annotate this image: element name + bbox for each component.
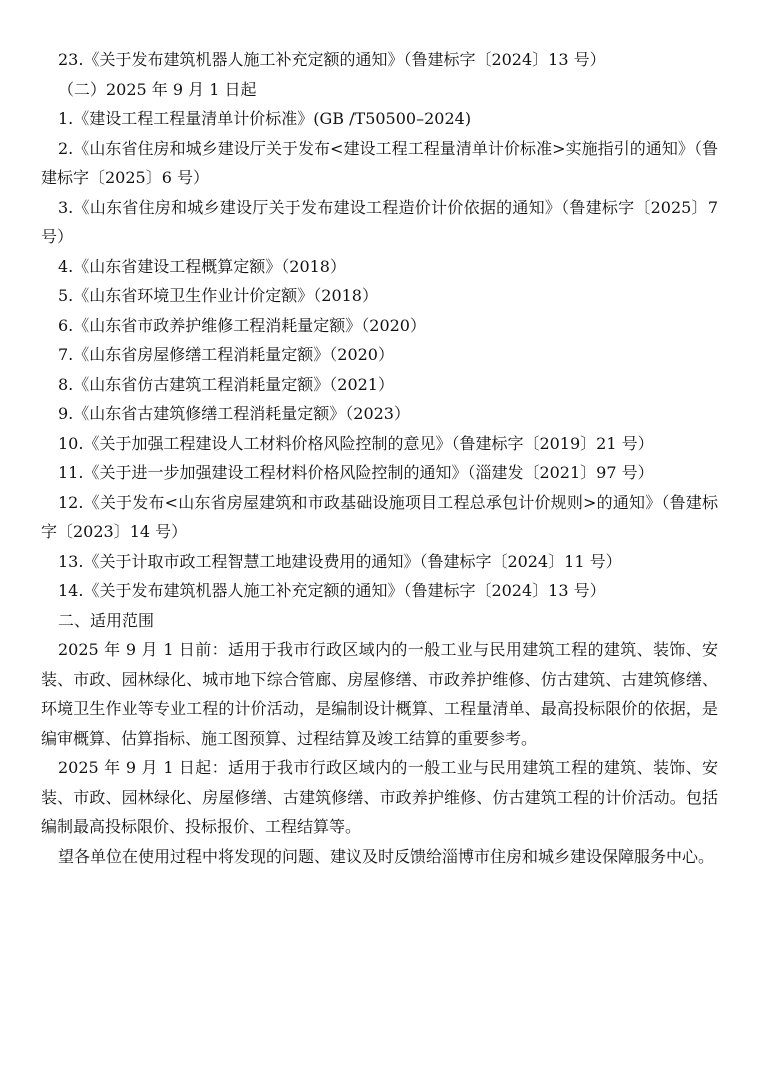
list-item-23: 23.《关于发布建筑机器人施工补充定额的通知》（鲁建标字〔2024〕13 号） xyxy=(58,50,606,69)
section-b-heading: （二）2025 年 9 月 1 日起 xyxy=(58,79,257,99)
list-item: 12.《关于发布<山东省房屋建筑和市政基础设施项目工程总承包计价规则>的通知》（鲁建标字〔2023〕14 号） xyxy=(41,492,718,541)
list-item: 1.《建设工程工程量清单计价标准》(GB /T50500–2024) xyxy=(58,109,472,128)
list-item: 2.《山东省住房和城乡建设厅关于发布<建设工程工程量清单计价标准>实施指引的通知》（鲁建标字〔2025〕6 号） xyxy=(41,138,718,187)
list-item: 9.《山东省古建筑修缮工程消耗量定额》（2023） xyxy=(58,404,410,423)
list-item: 11.《关于进一步加强建设工程材料价格风险控制的通知》（淄建发〔2021〕97 号） xyxy=(58,463,654,482)
scope-paragraph: 2025 年 9 月 1 日起：适用于我市行政区域内的一般工业与民用建筑工程的建筑、装饰、安装、市政、园林绿化、房屋修缮、古建筑修缮、市政养护维修、仿古建筑工程的计价活动。包括编制最高投标限价、投标报价、工程结算等。 xyxy=(41,758,718,836)
scope-paragraph: 2025 年 9 月 1 日前：适用于我市行政区域内的一般工业与民用建筑工程的建筑、装饰、安装、市政、园林绿化、城市地下综合管廊、房屋修缮、市政养护维修、仿古建筑、古建筑修缮、环境卫生作业等专业工程的计价活动，是编制设计概算、工程量清单、最高投标限价的依据，是编审概算、估算指标、施工图预算、过程结算及竣工结算的重要参考。 xyxy=(41,640,718,748)
scope-heading: 二、适用范围 xyxy=(58,610,155,630)
list-item: 7.《山东省房屋修缮工程消耗量定额》（2020） xyxy=(58,345,394,364)
list-item: 3.《山东省住房和城乡建设厅关于发布建设工程造价计价依据的通知》（鲁建标字〔2025〕7 号） xyxy=(41,197,718,246)
list-item: 10.《关于加强工程建设人工材料价格风险控制的意见》（鲁建标字〔2019〕21 号） xyxy=(58,433,654,453)
list-item: 8.《山东省仿古建筑工程消耗量定额》（2021） xyxy=(58,374,394,394)
list-item: 13.《关于计取市政工程智慧工地建设费用的通知》（鲁建标字〔2024〕11 号） xyxy=(58,551,622,571)
list-item: 5.《山东省环境卫生作业计价定额》（2018） xyxy=(58,286,378,305)
scope-paragraph: 望各单位在使用过程中将发现的问题、建议及时反馈给淄博市住房和城乡建设保障服务中心。 xyxy=(58,846,715,866)
list-item: 4.《山东省建设工程概算定额》（2018） xyxy=(58,256,346,276)
list-item: 14.《关于发布建筑机器人施工补充定额的通知》（鲁建标字〔2024〕13 号） xyxy=(58,581,606,600)
list-item: 6.《山东省市政养护维修工程消耗量定额》（2020） xyxy=(58,315,426,335)
